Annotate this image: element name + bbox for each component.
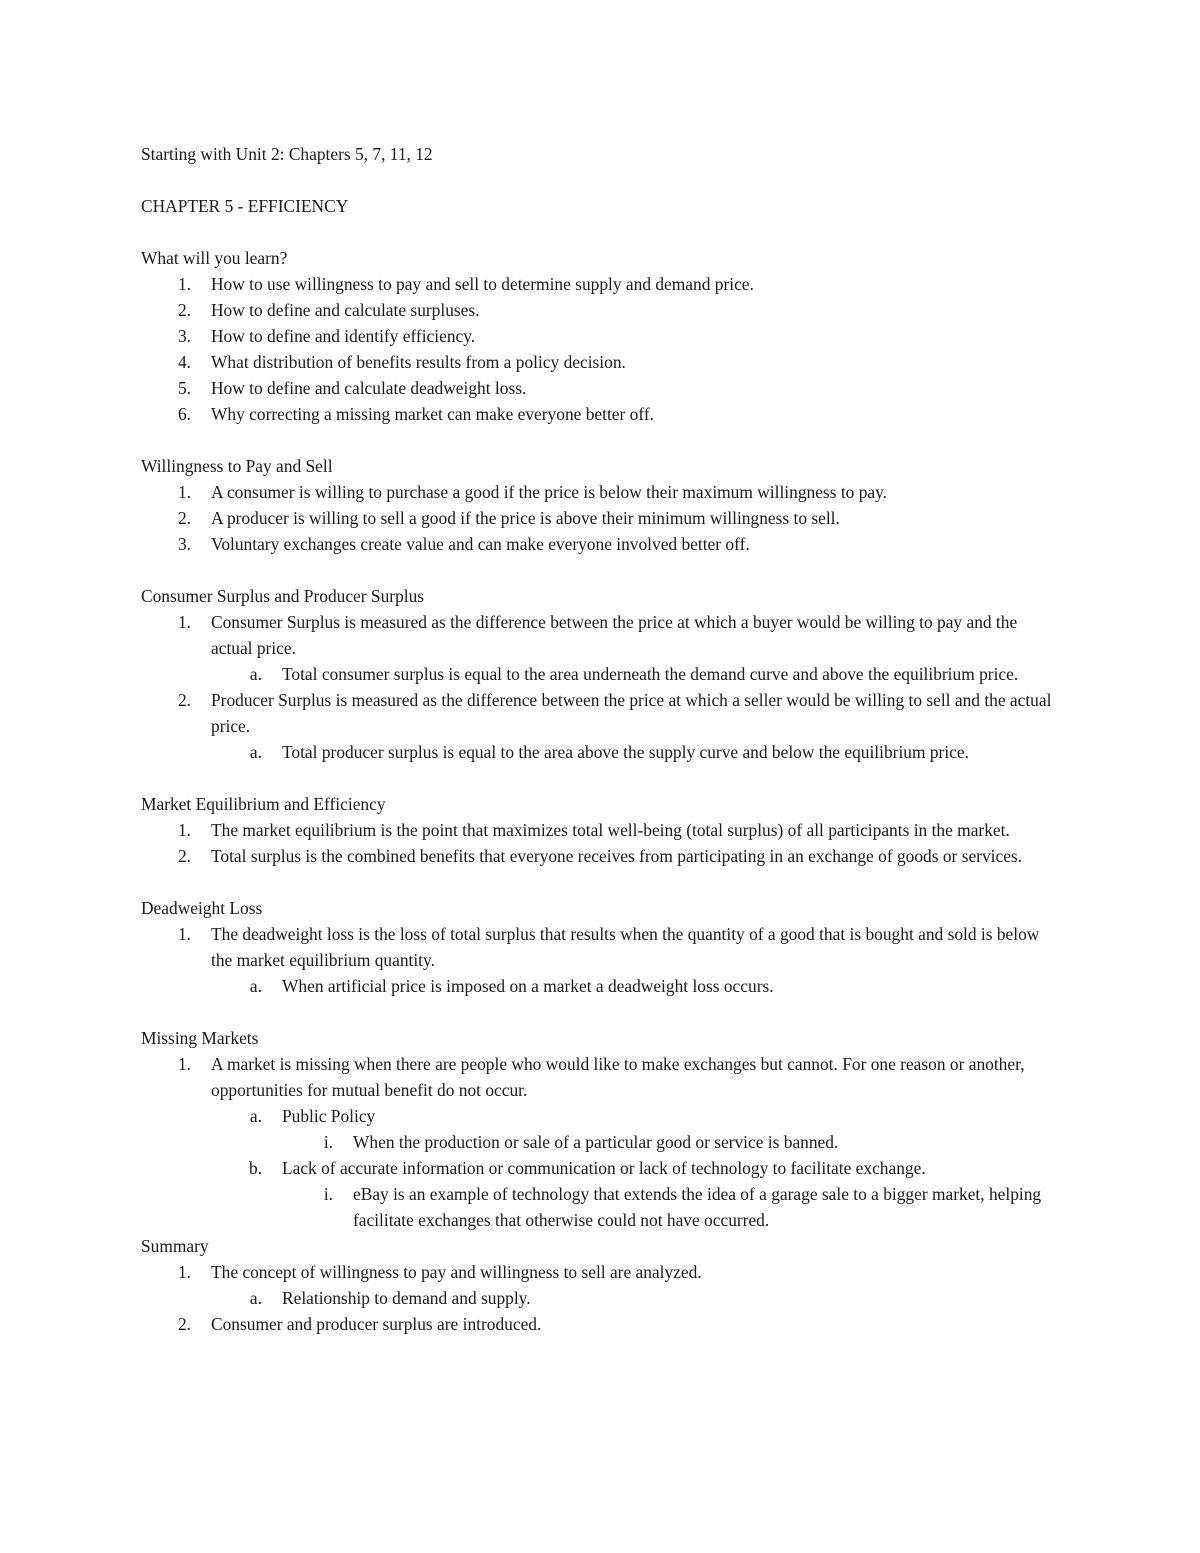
sub-list-item (141, 1103, 1061, 1129)
list-item-text: How to define and identify efficiency. (211, 326, 476, 346)
list-marker: b. (248, 1158, 262, 1178)
list-item-text: When artificial price is imposed on a market a deadweight loss occurs. (282, 976, 774, 996)
list-item (141, 609, 1061, 661)
list-item (141, 297, 1061, 323)
sub-list-item (141, 973, 1061, 999)
section-heading-learn: What will you learn? (141, 248, 288, 268)
list-item-text: Total surplus is the combined benefits that everyone receives from participating in an exchange of goods or services. (211, 846, 1023, 866)
sub-list-item (141, 661, 1061, 687)
section-heading-surplus: Consumer Surplus and Producer Surplus (141, 586, 425, 606)
intro-line: Starting with Unit 2: Chapters 5, 7, 11, 12 (141, 144, 433, 164)
section-heading-summary: Summary (141, 1236, 209, 1256)
list-item-text: A consumer is willing to purchase a good if the price is below their maximum willingness to pay. (211, 482, 888, 502)
chapter-title: CHAPTER 5 - EFFICIENCY (141, 196, 349, 216)
sub-sub-list-item (141, 1181, 1061, 1233)
list-marker: 1. (177, 274, 191, 294)
list-item-text: Lack of accurate information or communication or lack of technology to facilitate exchange. (282, 1158, 926, 1178)
list-item-text: A market is missing when there are people who would like to make exchanges but cannot. For one reason or another, opportunities for mutual benefit do not occur. (211, 1054, 1025, 1100)
list-item (141, 817, 1061, 843)
list-item-text: How to use willingness to pay and sell to determine supply and demand price. (211, 274, 754, 294)
list-marker: 2. (177, 508, 191, 528)
list-marker: i. (323, 1132, 333, 1152)
list-marker: 1. (177, 1262, 191, 1282)
list-item-text: Total consumer surplus is equal to the area underneath the demand curve and above the equilibrium price. (282, 664, 1019, 684)
list-marker: 1. (177, 482, 191, 502)
section-heading-equilibrium: Market Equilibrium and Efficiency (141, 794, 386, 814)
list-item-text: The concept of willingness to pay and willingness to sell are analyzed. (211, 1262, 702, 1282)
list-item-text: Consumer and producer surplus are introduced. (211, 1314, 542, 1334)
list-item-text: Consumer Surplus is measured as the difference between the price at which a buyer would be willing to pay and the actual price. (211, 612, 1018, 658)
list-item (141, 349, 1061, 375)
list-marker: 3. (177, 326, 191, 346)
list-marker: 1. (177, 612, 191, 632)
sub-list-item (141, 1155, 1061, 1181)
list-marker: i. (323, 1184, 333, 1204)
list-marker: 1. (177, 924, 191, 944)
list-item (141, 401, 1061, 427)
list-item (141, 375, 1061, 401)
section-heading-missing-markets: Missing Markets (141, 1028, 259, 1048)
list-marker: 4. (177, 352, 191, 372)
list-marker: 6. (177, 404, 191, 424)
sub-list-item (141, 1285, 1061, 1311)
list-item-text: Why correcting a missing market can make everyone better off. (211, 404, 654, 424)
section-heading-willingness: Willingness to Pay and Sell (141, 456, 333, 476)
list-item-text: eBay is an example of technology that extends the idea of a garage sale to a bigger market, helping facilitate exchanges that otherwise could not have occurred. (353, 1184, 1042, 1230)
list-marker: a. (249, 1106, 262, 1126)
list-item (141, 323, 1061, 349)
list-item-text: What distribution of benefits results from a policy decision. (211, 352, 626, 372)
section-heading-deadweight: Deadweight Loss (141, 898, 263, 918)
sub-list-item (141, 739, 1061, 765)
list-item (141, 505, 1061, 531)
list-item (141, 531, 1061, 557)
list-item-text: Public Policy (282, 1106, 376, 1126)
list-marker: 1. (177, 1054, 191, 1074)
list-marker: 3. (177, 534, 191, 554)
list-item-text: How to define and calculate deadweight loss. (211, 378, 527, 398)
list-marker: a. (249, 742, 262, 762)
list-item-text: The market equilibrium is the point that maximizes total well-being (total surplus) of all participants in the market. (211, 820, 1010, 840)
list-marker: a. (249, 976, 262, 996)
list-marker: a. (249, 1288, 262, 1308)
list-item-text: The deadweight loss is the loss of total surplus that results when the quantity of a good that is bought and sold is below the market equilibrium quantity. (211, 924, 1040, 970)
list-item (141, 1311, 1061, 1337)
list-item-text: Producer Surplus is measured as the difference between the price at which a seller would be willing to sell and the actual price. (211, 690, 1052, 736)
list-item (141, 921, 1061, 973)
list-item (141, 1051, 1061, 1103)
list-marker: a. (249, 664, 262, 684)
list-item (141, 479, 1061, 505)
list-item (141, 843, 1061, 869)
list-item-text: Relationship to demand and supply. (282, 1288, 531, 1308)
list-marker: 1. (177, 820, 191, 840)
document-page (141, 141, 1061, 1337)
list-marker: 5. (177, 378, 191, 398)
list-item-text: Voluntary exchanges create value and can make everyone involved better off. (211, 534, 750, 554)
list-item-text: A producer is willing to sell a good if the price is above their minimum willingness to sell. (211, 508, 840, 528)
list-item-text: Total producer surplus is equal to the area above the supply curve and below the equilibrium price. (282, 742, 969, 762)
list-item-text: How to define and calculate surpluses. (211, 300, 480, 320)
list-marker: 2. (177, 846, 191, 866)
list-marker: 2. (177, 300, 191, 320)
list-marker: 2. (177, 1314, 191, 1334)
list-item-text: When the production or sale of a particular good or service is banned. (353, 1132, 839, 1152)
list-marker: 2. (177, 690, 191, 710)
list-item (141, 1259, 1061, 1285)
list-item (141, 271, 1061, 297)
list-item (141, 687, 1061, 739)
sub-sub-list-item (141, 1129, 1061, 1155)
